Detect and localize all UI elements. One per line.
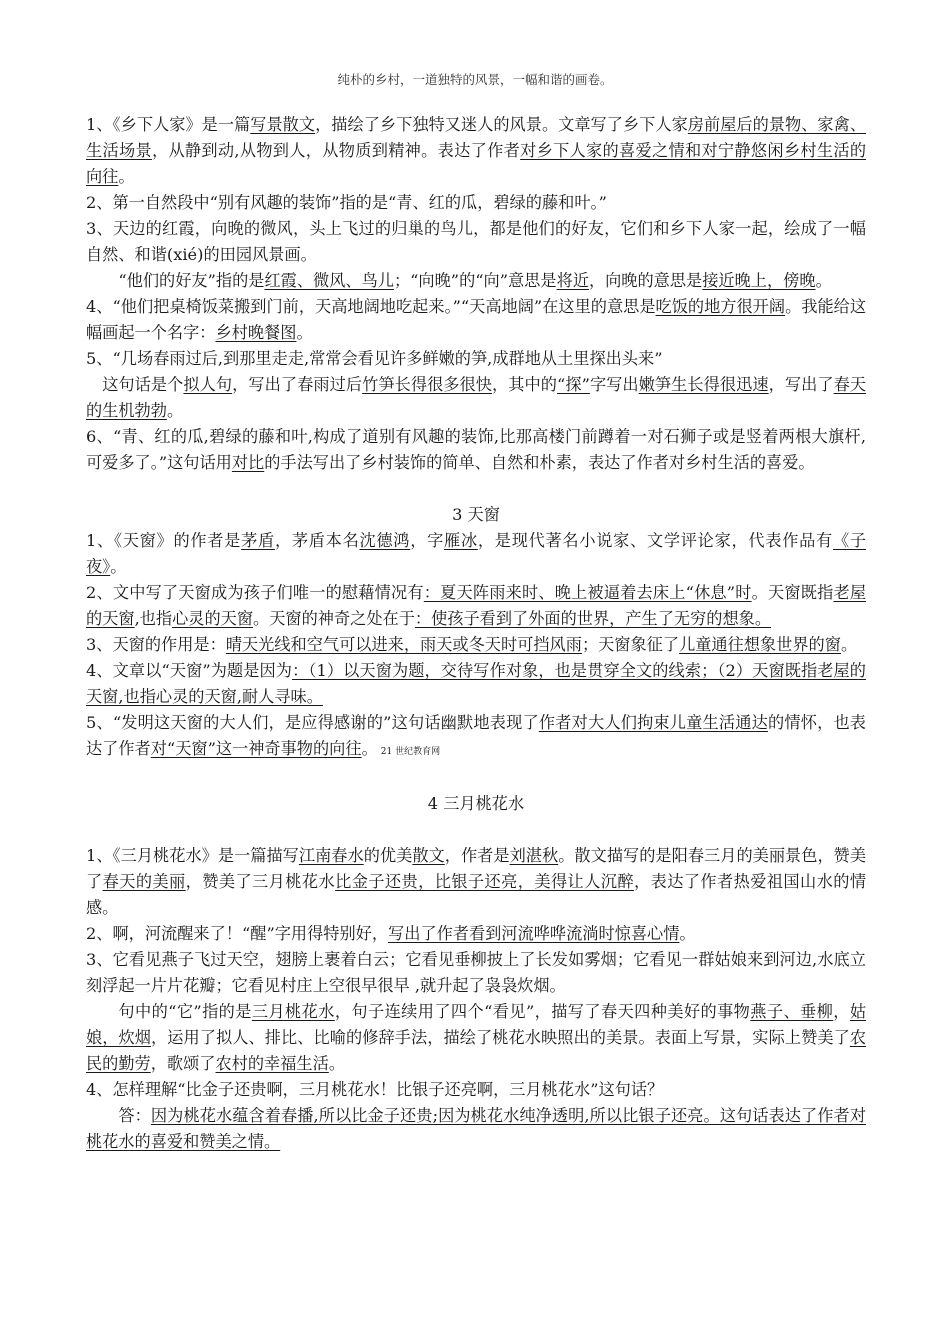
paragraph [86, 580, 866, 632]
text-segment: ；天窗象征了 [581, 635, 680, 654]
text-segment: 。 [328, 1054, 345, 1073]
answer-text: 春天的生机勃勃 [86, 375, 867, 420]
text-segment: 。 [110, 557, 127, 576]
text-segment: 2、啊，河流醒来了！“醒”字用得特别好， [86, 924, 389, 943]
text-segment: 5、“发明这天窗的大人们，是应得感谢的”这句话幽默地表现了 [86, 713, 539, 732]
text-segment: 。 [815, 271, 832, 290]
answer-text: 三月桃花水 [251, 1002, 335, 1021]
text-segment: 。 [118, 167, 135, 186]
text-segment: 。散文描写的是阳春三月的美丽景色，赞美了 [86, 846, 867, 891]
text-segment: 答： [118, 1106, 151, 1125]
text-segment: ,也指 [134, 609, 173, 628]
answer-text: 写景散文 [250, 115, 316, 134]
page-header: 纯朴的乡村，一道独特的风景，一幅和谐的画卷。 [337, 72, 613, 87]
answer-text: 儿童通往想象世界的窗 [679, 635, 841, 654]
answer-text: 吃饭的地方很开阔 [655, 297, 786, 316]
paragraph [86, 268, 866, 294]
text-segment: ，字 [410, 531, 445, 550]
text-segment: ，写出了春雨过后 [232, 375, 363, 394]
watermark-text: 21 世纪教育网 [380, 747, 441, 757]
text-segment: ，赞美了三月桃花水 [185, 872, 336, 891]
paragraph: 3、它看见燕子飞过天空，翅膀上裹着白云；它看见垂柳披上了长发如雾烟；它看见一群姑娘来到河边,水底立刻浮起一片片花瓣；它看见村庄上空很早很早 ,就升起了袅袅炊烟。 [86, 950, 866, 995]
paragraph [86, 372, 866, 424]
answer-text: ：夏天阵雨来时、晚上被逼着去床上“休息”时 [423, 583, 752, 602]
text-segment: ，歌颂了 [150, 1054, 216, 1073]
paragraph [86, 843, 866, 921]
answer-text: 农民的勤劳 [86, 1028, 867, 1073]
answer-text: 竹笋长得很多很快 [362, 375, 493, 394]
text-segment: ， [833, 1002, 850, 1021]
answer-text: 对乡下人家的喜爱之情和对宁静悠闲乡村生活的向往 [86, 141, 867, 186]
text-segment: ，茅盾本名 [274, 531, 360, 550]
text-segment: ，是现代著名小说家、文学评论家，代表作品有 [477, 531, 833, 550]
text-segment: 1、《天窗》的作者是 [86, 531, 242, 550]
text-segment: 。 [840, 635, 858, 654]
answer-text: 嫩笋生长得很迅速 [638, 375, 769, 394]
answer-text: 刘湛秋 [509, 846, 559, 865]
answer-text: 雁冰 [444, 531, 478, 550]
text-segment: ，其中的 [492, 375, 558, 394]
text-segment: 字写出 [589, 375, 639, 394]
paragraph: 2、第一自然段中“别有风趣的装饰”指的是“青、红的瓜，碧绿的藤和叶。” [86, 193, 607, 212]
text-segment: ，表达了作者热爱祖国山水的情感。 [86, 872, 867, 917]
text-segment: ，运用了拟人、排比、比喻的修辞手法，描绘了桃花水映照出的美景。表面上写景，实际上赞美了 [151, 1028, 850, 1047]
paragraph-text [86, 713, 866, 758]
answer-text: 红霞、微风、鸟儿 [264, 271, 394, 290]
text-segment: 1、《三月桃花水》是一篇描写 [86, 846, 299, 865]
text-segment: 句中的“它”指的是 [118, 1002, 252, 1021]
answer-text: 乡村晚餐图 [215, 323, 297, 342]
paragraph [86, 1103, 866, 1155]
text-segment: ，写出了 [768, 375, 834, 394]
answer-text: 农村的幸福生活 [215, 1054, 329, 1073]
paragraph [86, 424, 866, 476]
answer-text: 因为桃花水蕴含着春播,所以比金子还贵;因为桃花水纯净透明,所以比银子还亮。这句话表达了作者对桃花水的喜爱和赞美之情。 [86, 1106, 867, 1151]
paragraph [86, 999, 866, 1077]
text-segment: “他们的好友”指的是 [118, 271, 265, 290]
paragraph [86, 710, 866, 765]
text-segment: 。 [296, 323, 313, 342]
answer-text: 燕子、垂柳 [750, 1002, 834, 1021]
paragraph: 4、怎样理解“比金子还贵啊，三月桃花水！比银子还亮啊，三月桃花水”这句话？ [86, 1080, 664, 1099]
answer-text: 江南春水 [298, 846, 364, 865]
text-segment: 2、文中写了天窗成为孩子们唯一的慰藉情况有 [86, 583, 424, 602]
answer-text: 写出了作者看到河流哗哗流淌时惊喜心情 [388, 924, 680, 943]
text-segment: ，描绘了乡下独特又迷人的风景。文章写了乡下人家 [315, 115, 688, 134]
paragraph: 3、天边的红霞，向晚的微风，头上飞过的归巢的鸟儿，都是他们的好友，它们和乡下人家一起，绘成了一幅自然、和谐(xié)的田园风景画。 [86, 219, 866, 264]
answer-text: 对比 [231, 453, 265, 472]
text-segment: 。 [679, 924, 696, 943]
answer-text: 散文 [412, 846, 445, 865]
text-segment: ，向晚的意思是 [588, 271, 703, 290]
text-segment: 4、文章以“天窗”为题是因为 [86, 661, 293, 680]
answer-text: 春天的美丽 [102, 872, 186, 891]
answer-text: ：（1）以天窗为题，交待写作对象，也是贯穿全文的线索；（2）天窗既指老屋的天窗,也指心灵的天窗,耐人寻味。 [86, 661, 866, 706]
text-segment: 。我能给这幅画起一个名字： [86, 297, 867, 342]
paragraph [86, 632, 866, 658]
answer-text: 作者对大人们拘束儿童生活通达 [538, 713, 768, 732]
paragraph [86, 528, 866, 580]
paragraph: 5、“几场春雨过后,到那里走走,常常会看见许多鲜嫩的笋,成群地从土里探出头来” [86, 349, 663, 368]
text-segment: 的手法写出了乡村装饰的简单、自然和朴素，表达了作者对乡村生活的喜爱。 [264, 453, 815, 472]
text-segment: 1、《乡下人家》是一篇 [86, 115, 251, 134]
answer-text: 姑娘，炊烟 [86, 1002, 867, 1047]
answer-text: 比金子还贵，比银子还亮，美得让人沉醉 [335, 872, 634, 891]
answer-text: 将近 [556, 271, 589, 290]
section-title: 4 三月桃花水 [427, 794, 525, 813]
answer-text: 晴天光线和空气可以进来，雨天或冬天时可挡风雨 [225, 635, 582, 654]
answer-text: 对“天窗”这一神奇事物的向往 [150, 739, 362, 758]
answer-text: 接近晚上，傍晚 [702, 271, 816, 290]
text-segment: 。天窗既指 [751, 583, 834, 602]
text-segment: 6、“青、红的瓜,碧绿的藤和叶,构成了道别有风趣的装饰,比那高楼门前蹲着一对石狮子或是竖着两根大旗杆,可爱多了。”这句话用 [86, 427, 866, 472]
paragraph [86, 294, 866, 346]
text-segment: ；“向晚”的“向”意思是 [393, 271, 557, 290]
document-body [86, 112, 866, 1155]
text-segment: ，作者是 [444, 846, 510, 865]
paragraph [86, 658, 866, 710]
text-segment: 。天窗的神奇之处在于 [253, 609, 415, 628]
answer-text: ：使孩子看到了外面的世界，产生了无穷的想象。 [414, 609, 772, 628]
text-segment: 。 [361, 739, 378, 758]
answer-text: 老屋的天窗 [86, 583, 867, 628]
text-segment: 这句话是个 [102, 375, 184, 394]
text-segment: 的优美 [363, 846, 413, 865]
text-segment: ，句子连续用了四个“看见”，描写了春天四种美好的事物 [334, 1002, 751, 1021]
paragraph [86, 921, 866, 947]
text-segment: 4、“他们把桌椅饭菜搬到门前，天高地阔地吃起来。”“天高地阔”在这里的意思是 [86, 297, 656, 316]
text-segment: 3、天窗的作用是： [86, 635, 226, 654]
text-segment: ，从静到动,从物到人，从物质到精神。表达了作者 [151, 141, 521, 160]
answer-text: “探” [557, 375, 590, 394]
paragraph [86, 112, 866, 190]
answer-text: 茅盾 [241, 531, 275, 550]
section-title: 3 天窗 [452, 505, 500, 524]
answer-text: 房前屋后的景物、家禽、生活场景 [86, 115, 867, 160]
answer-text: 拟人句 [183, 375, 233, 394]
text-segment: 。 [166, 401, 184, 420]
answer-text: 《子夜》 [86, 531, 867, 576]
answer-text: 沈德鸿 [359, 531, 411, 550]
text-segment: 的情怀，也表达了作者 [86, 713, 866, 758]
answer-text: 心灵的天窗 [172, 609, 254, 628]
